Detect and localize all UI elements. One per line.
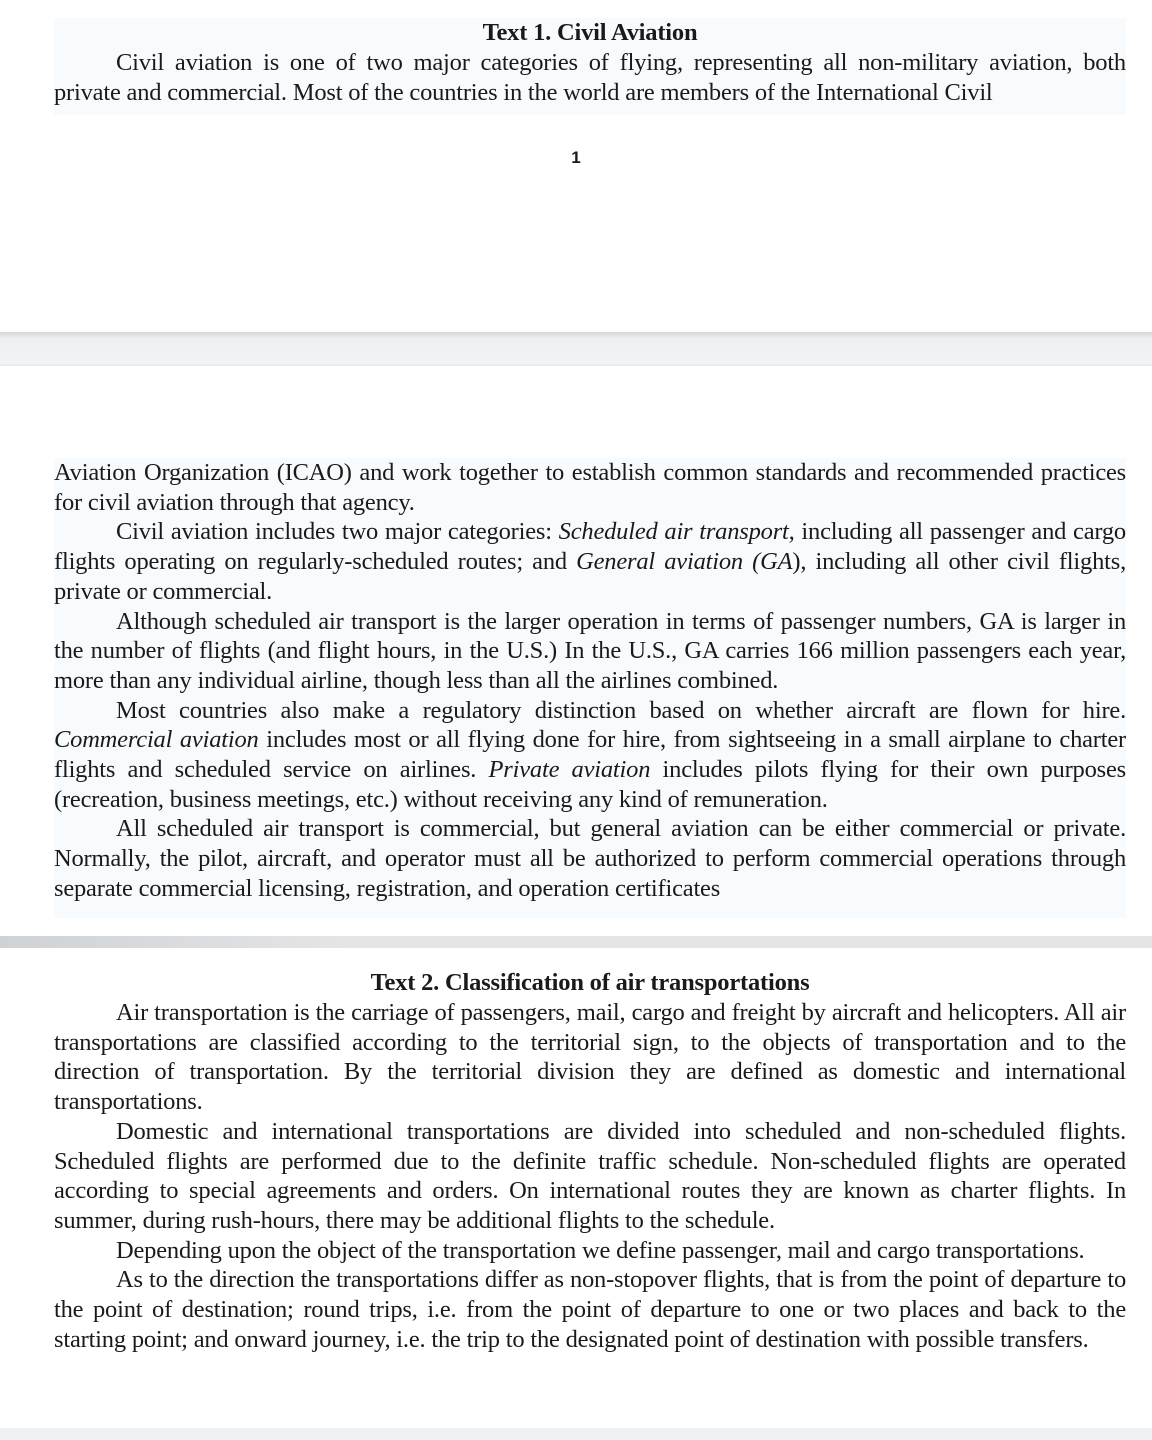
document-page-2 bbox=[0, 366, 1152, 936]
text-1-paragraph-1-continued: Aviation Organization (ICAO) and work together to establish common standards and recommended practices for civil aviation through that agency. bbox=[54, 459, 1126, 516]
text-2-paragraph-2: Domestic and international transportations are divided into scheduled and non-scheduled flights. Scheduled flights are performed due to the definite traffic schedule. Non-scheduled flights are operated according to special agreements and orders. On international routes they are known as charter flights. In summer, during rush-hours, there may be additional flights to the schedule. bbox=[54, 1117, 1126, 1234]
text-2-paragraph-3: Depending upon the object of the transportation we define passenger, mail and cargo transportations. bbox=[116, 1236, 1085, 1264]
italic-term: Commercial aviation bbox=[54, 726, 259, 754]
page-2-text bbox=[54, 458, 1126, 918]
text-1-paragraph-3: Although scheduled air transport is the larger operation in terms of passenger numbers, GA is larger in the number of flights (and flight hours, in the U.S.) In the U.S., GA carries 166 million passengers each year, more than any individual airline, though less than all the airlines combined. bbox=[54, 607, 1126, 694]
text-1-paragraph-1: Civil aviation is one of two major categories of flying, representing all non-military aviation, both private and commercial. Most of the countries in the world are members of the International Civil bbox=[54, 49, 1126, 106]
text-1-paragraph-5: All scheduled air transport is commercial, but general aviation can be either commercial or private. Normally, the pilot, aircraft, and operator must all be authorized to perform commercial operations through separate commercial licensing, registration, and operation certificates bbox=[54, 815, 1126, 902]
page-number: 1 bbox=[571, 148, 581, 167]
paragraph-text: includes most or all flying done for hire, from sightseeing in a small airplane to charter flights and scheduled service on airlines. bbox=[54, 726, 1126, 784]
italic-term: General aviation (GA bbox=[576, 548, 793, 576]
text-1-paragraph-2 bbox=[54, 517, 1126, 606]
text-2-title: Text 2. Classification of air transportations bbox=[370, 969, 810, 996]
page-1-text bbox=[54, 18, 1126, 115]
paragraph-text: ), including all other civil flights, private or commercial. bbox=[54, 548, 1126, 605]
italic-term: Scheduled air transport, bbox=[558, 518, 795, 546]
paragraph-text: including all passenger and cargo flights operating on regularly-scheduled routes; and bbox=[54, 518, 1126, 576]
text-2-paragraph-4: As to the direction the transportations differ as non-stopover flights, that is from the point of departure to the point of destination; round trips, i.e. from the point of departure to one or two places and back to the starting point; and onward journey, i.e. the trip to the designated point of destination with possible transfers. bbox=[54, 1266, 1126, 1353]
page-separator bbox=[0, 936, 1152, 948]
text-1-paragraph-4 bbox=[54, 696, 1126, 815]
text-2-paragraph-1: Air transportation is the carriage of passengers, mail, cargo and freight by aircraft and helicopters. All air transportations are classified according to the territorial sign, to the objects of transportation and to the direction of transportation. By the territorial division they are defined as domestic and international transportations. bbox=[54, 999, 1126, 1116]
paragraph-text: Civil aviation includes two major categories: bbox=[116, 518, 559, 546]
document-page-1 bbox=[0, 0, 1152, 332]
page-3-text bbox=[54, 968, 1126, 1354]
page-separator bbox=[0, 1428, 1152, 1440]
paragraph-text: Most countries also make a regulatory distinction based on whether aircraft are flown for hire. bbox=[116, 696, 1126, 724]
document-page-3 bbox=[0, 948, 1152, 1428]
page-separator bbox=[0, 332, 1152, 366]
text-1-title: Text 1. Civil Aviation bbox=[482, 19, 698, 46]
italic-term: Private aviation bbox=[488, 756, 651, 784]
paragraph-text: includes pilots flying for their own purposes (recreation, business meetings, etc.) without receiving any kind of remuneration. bbox=[54, 756, 1126, 813]
